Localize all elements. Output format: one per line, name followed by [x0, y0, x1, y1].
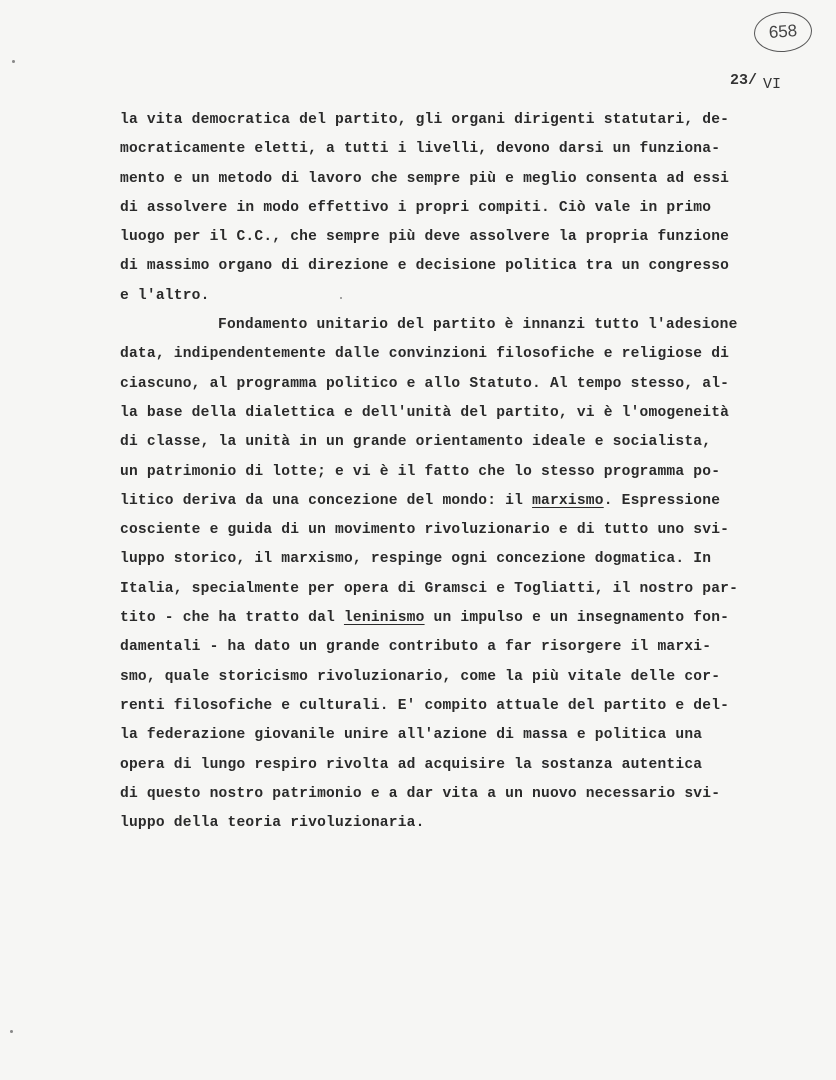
text-line [120, 282, 800, 311]
text-line [120, 194, 800, 223]
archive-number: 658 [768, 21, 798, 42]
text-line [120, 545, 800, 574]
line-text: renti filosofiche e culturali. E' compito attuale del partito e del- [120, 697, 730, 714]
text-line [120, 458, 800, 487]
text-line [120, 135, 800, 164]
paper-speck [10, 1030, 13, 1033]
text-line [120, 692, 800, 721]
paper-speck [340, 297, 342, 299]
line-text: cosciente e guida di un movimento rivoluzionario e di tutto uno svi- [120, 522, 730, 539]
line-text: damentali - ha dato un grande contributo a far risorgere il marxi- [120, 639, 712, 656]
text-line [120, 721, 800, 750]
line-text: data, indipendentemente dalle convinzioni filosofiche e religiose di [120, 346, 730, 363]
line-text: la vita democratica del partito, gli organi dirigenti statutari, de- [120, 112, 730, 128]
line-text: Italia, specialmente per opera di Gramsci e Togliatti, il nostro par- [120, 580, 739, 597]
page-number: 23/ [730, 72, 758, 89]
text-line [120, 311, 800, 340]
line-text: la federazione giovanile unire all'azione di massa e politica una [120, 727, 703, 744]
text-line [120, 428, 800, 457]
text-line [120, 165, 800, 194]
line-text: mocraticamente eletti, a tutti i livelli, devono darsi un funziona- [120, 141, 721, 158]
paper-speck [12, 60, 15, 63]
body-text [120, 106, 800, 838]
text-line [120, 516, 800, 545]
underlined-term: marxismo [532, 492, 604, 509]
text-line [120, 399, 800, 428]
line-text: mento e un metodo di lavoro che sempre più e meglio consenta ad essi [120, 170, 730, 187]
text-line [120, 487, 800, 516]
archive-number-stamp [753, 10, 814, 54]
line-text: la base della dialettica e dell'unità del partito, vi è l'omogeneità [120, 404, 730, 421]
text-line [120, 252, 800, 281]
line-text-after: un impulso e un insegnamento fon- [424, 610, 730, 627]
text-line [120, 106, 800, 135]
text-line [120, 809, 800, 838]
section-number: VI [763, 76, 782, 93]
text-line [120, 751, 800, 780]
line-text: luppo della teoria rivoluzionaria. [120, 815, 425, 832]
line-text: litico deriva da una concezione del mondo: il [120, 492, 533, 509]
line-text: di assolvere in modo effettivo i propri compiti. Ciò vale in primo [120, 199, 712, 216]
line-text: opera di lungo respiro rivolta ad acquisire la sostanza autentica [120, 756, 703, 773]
line-text: di classe, la unità in un grande orientamento ideale e socialista, [120, 434, 712, 451]
line-text: di massimo organo di direzione e decisione politica tra un congresso [120, 258, 730, 275]
line-text-after: . Espressione [603, 492, 721, 509]
line-text: e l'altro. [120, 287, 210, 304]
text-line [120, 223, 800, 252]
line-text: luppo storico, il marxismo, respinge ogni concezione dogmatica. In [120, 551, 712, 568]
text-line [120, 633, 800, 662]
text-line [120, 340, 800, 369]
line-text: un patrimonio di lotte; e vi è il fatto che lo stesso programma po- [120, 463, 721, 480]
line-text: Fondamento unitario del partito è innanzi tutto l'adesione [218, 317, 738, 334]
line-text: luogo per il C.C., che sempre più deve assolvere la propria funzione [120, 229, 730, 246]
text-line [120, 575, 800, 604]
underlined-term: leninismo [343, 610, 425, 627]
page-reference [730, 72, 782, 93]
line-text: di questo nostro patrimonio e a dar vita a un nuovo necessario svi- [120, 785, 721, 802]
line-text: smo, quale storicismo rivoluzionario, come la più vitale delle cor- [120, 668, 721, 685]
text-line [120, 663, 800, 692]
text-line [120, 604, 800, 633]
line-text: tito - che ha tratto dal [120, 610, 344, 627]
text-line [120, 370, 800, 399]
text-line [120, 780, 800, 809]
line-text: ciascuno, al programma politico e allo Statuto. Al tempo stesso, al- [120, 375, 730, 392]
